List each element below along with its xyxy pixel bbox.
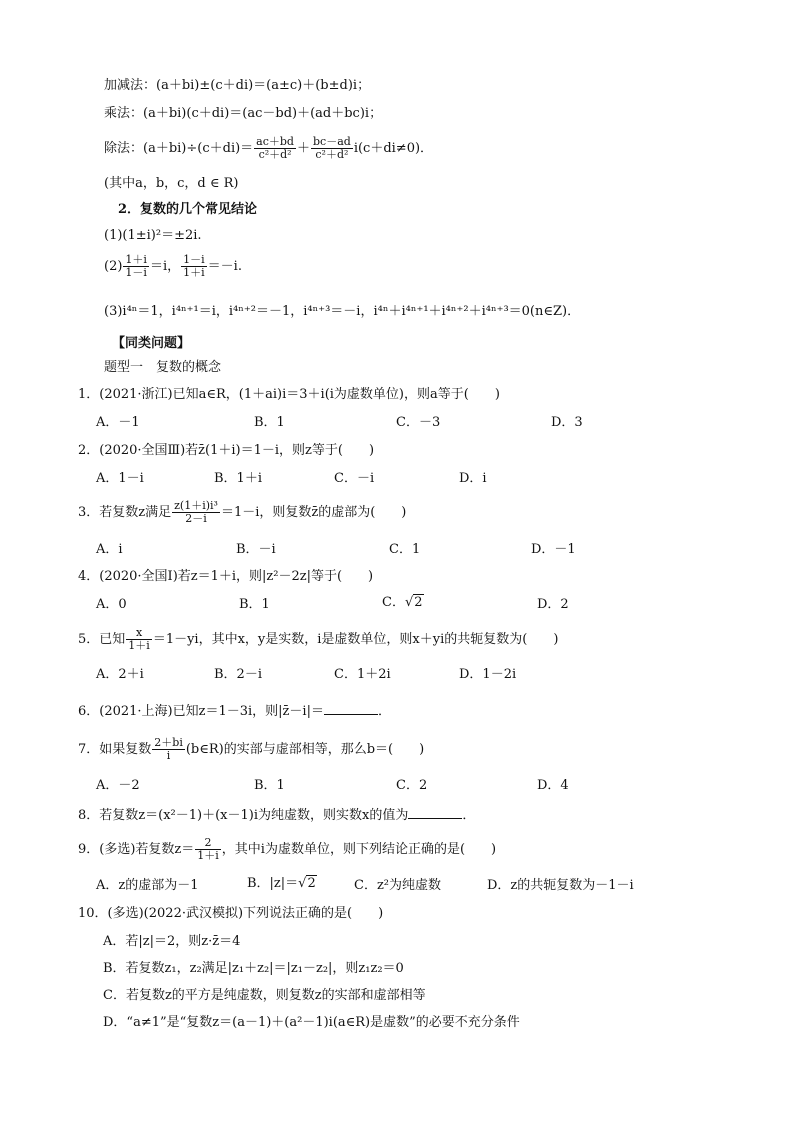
option-d: D．4 <box>537 778 569 793</box>
option-b: B．若复数z₁，z₂满足|z₁＋z₂|＝|z₁－z₂|，则z₁z₂＝0 <box>103 961 404 976</box>
fraction-numerator: 2 <box>195 837 221 850</box>
question-5-prefix: 5．已知 <box>78 632 126 647</box>
question-1: 1．(2021·浙江)已知a∈R，(1＋ai)i＝3＋i(i为虚数单位)，则a等于( ) <box>78 387 500 402</box>
question-5-suffix: ＝1－yi，其中x，y是实数，i是虚数单位，则x＋yi的共轭复数为( ) <box>152 632 559 647</box>
option-b: B．1 <box>254 778 285 793</box>
question-9-prefix: 9．(多选)若复数z＝ <box>78 842 195 857</box>
option-c: C．z²为纯虚数 <box>354 878 442 893</box>
formula-add: 加减法：(a＋bi)±(c＋di)＝(a±c)＋(b±d)i； <box>104 78 371 93</box>
option-a: A．1－i <box>96 471 144 486</box>
fraction-denominator: 1＋i <box>183 266 205 279</box>
option-a: A．0 <box>96 597 127 612</box>
similar-heading: 【同类问题】 <box>112 336 191 351</box>
option-d: D．“a≠1”是“复数z＝(a－1)＋(a²－1)i(a∈R)是虚数”的必要不充分条件 <box>103 1015 520 1030</box>
option-b: B．－i <box>236 542 276 557</box>
question-4: 4．(2020·全国Ⅰ)若z＝1＋i，则|z²－2z|等于( ) <box>78 569 374 584</box>
option-a: A．2＋i <box>96 667 144 682</box>
sqrt-radicand: 2 <box>307 876 316 891</box>
section-heading: 2．复数的几个常见结论 <box>118 202 258 217</box>
option-b: B．1 <box>254 415 285 430</box>
fraction <box>126 627 152 652</box>
option-c: C．若复数z的平方是纯虚数，则复数z的实部和虚部相等 <box>103 988 426 1003</box>
option-c: C．－3 <box>396 415 441 430</box>
formula-where: (其中a，b，c，d ∈ R) <box>104 176 239 191</box>
conclusion-2-prefix: (2) <box>104 259 123 274</box>
fraction-numerator: x <box>126 627 152 640</box>
fraction-numerator: 1＋i <box>125 253 147 266</box>
fraction <box>152 737 185 762</box>
fraction-denominator: c²＋d² <box>258 148 292 161</box>
option-b: B．1＋i <box>214 471 262 486</box>
question-6 <box>78 702 391 720</box>
question-6-tail: ． <box>377 704 391 719</box>
option-c: C．1＋2i <box>334 667 391 682</box>
option-d: D．2 <box>537 597 569 612</box>
option-c: C．－i <box>334 471 375 486</box>
option-c: C．2 <box>396 778 428 793</box>
option-a: A．z的虚部为－1 <box>96 878 199 893</box>
fraction <box>172 500 220 525</box>
option-b: B．1 <box>239 597 270 612</box>
question-7 <box>78 734 424 766</box>
question-9-suffix: ，其中i为虚数单位，则下列结论正确的是( ) <box>221 842 497 857</box>
fraction-denominator: 1－i <box>125 266 147 279</box>
question-7-suffix: (b∈R)的实部与虚部相等，那么b＝( ) <box>185 742 425 757</box>
conclusion-2 <box>104 252 242 282</box>
option-d: D．z的共轭复数为－1－i <box>487 878 634 893</box>
option-c-label: C． <box>382 595 405 610</box>
conclusion-3: (3)i⁴ⁿ＝1，i⁴ⁿ⁺¹＝i，i⁴ⁿ⁺²＝－1，i⁴ⁿ⁺³＝－i，i⁴ⁿ＋i⁴ⁿ⁺¹＋i⁴ⁿ⁺²＋i⁴ⁿ⁺³＝0(n∈Z)． <box>104 304 581 319</box>
fraction-numerator: 1－i <box>183 253 205 266</box>
question-8 <box>78 806 475 824</box>
type-heading: 题型一 复数的概念 <box>104 360 222 375</box>
sqrt-radicand: 2 <box>414 595 423 610</box>
fraction <box>181 254 207 279</box>
question-3-suffix: ＝1－i，则复数z̄的虚部为( ) <box>220 505 407 520</box>
answer-blank[interactable] <box>408 806 462 819</box>
answer-blank[interactable] <box>324 702 378 715</box>
fraction-denominator: 1＋i <box>128 639 150 652</box>
question-8-tail: ． <box>462 808 476 823</box>
fraction-numerator: z(1＋i)i³ <box>174 499 218 512</box>
question-7-prefix: 7．如果复数 <box>78 742 152 757</box>
option-a: A．i <box>96 542 123 557</box>
formula-mul: 乘法：(a＋bi)(c＋di)＝(ac－bd)＋(ad＋bc)i； <box>104 106 383 121</box>
fraction-denominator: 1＋i <box>197 849 219 862</box>
question-2: 2．(2020·全国Ⅲ)若z̄(1＋i)＝1－i，则z等于( ) <box>78 443 375 458</box>
option-b <box>247 876 317 892</box>
fraction-numerator: bc－ad <box>313 135 351 148</box>
fraction-denominator: i <box>166 749 171 762</box>
plus-sign: ＋ <box>296 141 310 156</box>
conclusion-2-mid: ＝i， <box>149 259 181 274</box>
question-6-stem: 6．(2021·上海)已知z＝1－3i，则|z̄－i|＝ <box>78 704 324 719</box>
fraction <box>311 136 353 161</box>
option-d: D．i <box>459 471 487 486</box>
formula-div <box>104 134 433 164</box>
conclusion-2-suffix: ＝－i. <box>207 259 242 274</box>
question-8-stem: 8．若复数z＝(x²－1)＋(x－1)i为纯虚数，则实数x的值为 <box>78 808 409 823</box>
option-d: D．3 <box>551 415 583 430</box>
question-9 <box>78 834 496 866</box>
option-b-label: B．|z|＝ <box>247 876 299 891</box>
question-3-prefix: 3．若复数z满足 <box>78 505 172 520</box>
option-a: A．若|z|＝2，则z·z̄＝4 <box>103 934 241 949</box>
sqrt: √2 <box>404 595 423 610</box>
fraction-numerator: 2＋bi <box>154 736 183 749</box>
fraction-denominator: c²＋d² <box>315 148 349 161</box>
fraction <box>195 837 221 862</box>
question-3 <box>78 497 406 529</box>
fraction <box>254 136 296 161</box>
option-a: A．－2 <box>96 778 140 793</box>
option-c: C．1 <box>389 542 421 557</box>
option-a: A．－1 <box>96 415 140 430</box>
sqrt: √2 <box>298 876 316 891</box>
question-10: 10．(多选)(2022·武汉模拟)下列说法正确的是( ) <box>78 906 384 921</box>
option-b: B．2－i <box>214 667 262 682</box>
option-d: D．－1 <box>531 542 576 557</box>
formula-div-prefix: 除法：(a＋bi)÷(c＋di)＝ <box>104 141 254 156</box>
fraction <box>123 254 149 279</box>
formula-div-suffix: i(c＋di≠0)． <box>353 141 434 156</box>
option-d: D．1－2i <box>459 667 517 682</box>
question-5 <box>78 624 558 656</box>
fraction-denominator: 2－i <box>185 512 207 525</box>
option-c <box>382 595 424 611</box>
fraction-numerator: ac＋bd <box>256 135 294 148</box>
conclusion-1: (1)(1±i)²＝±2i. <box>104 228 202 243</box>
